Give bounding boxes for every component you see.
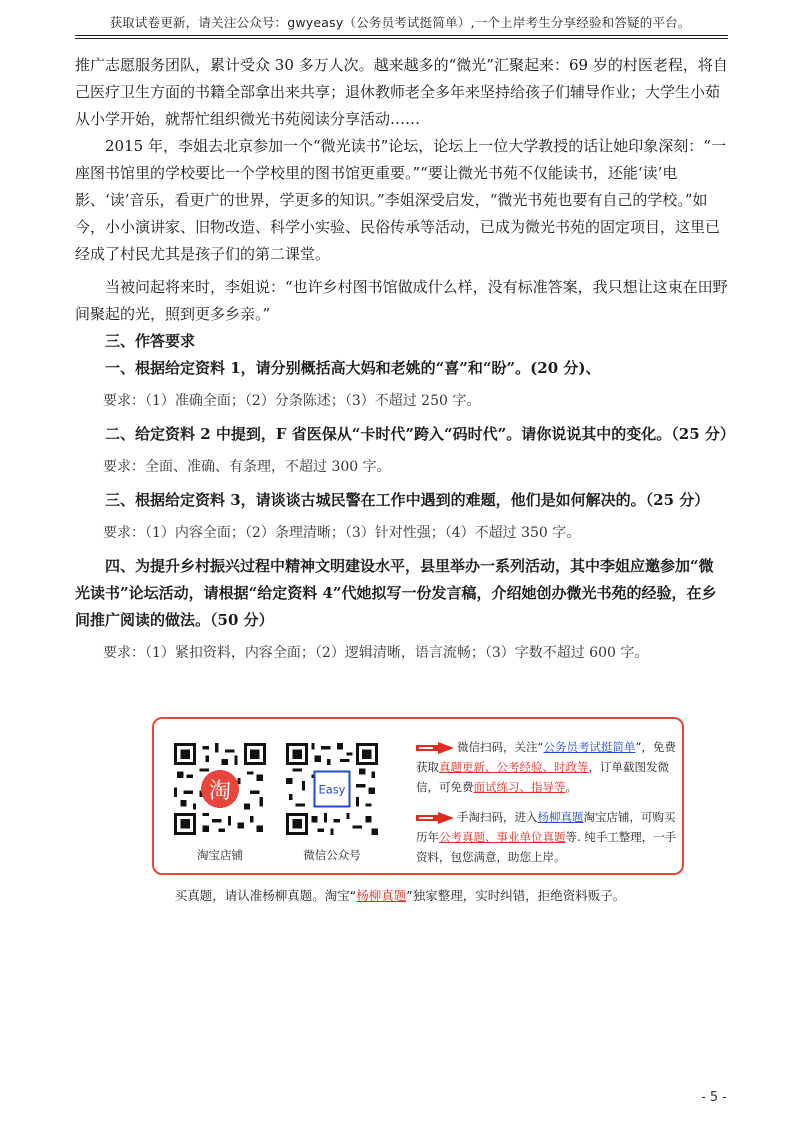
header-rule-2 [75, 38, 728, 39]
requirement-4: 要求：（1）紧扣资料，内容全面；（2）逻辑清晰，语言流畅；（3）字数不超过 600 字。 [103, 645, 649, 661]
question-1: 一、根据给定资料 1，请分别概括高大妈和老姚的“喜”和“盼”。(20 分)、 [105, 359, 601, 377]
page-header: 获取试卷更新，请关注公众号：gwyeasy（公务员考试挺简单）,一个上岸考生分享经验和答疑的平台。 [109, 15, 691, 30]
requirement-1: 要求：（1）准确全面；（2）分条陈述；（3）不超过 250 字。 [103, 393, 481, 409]
qr2-label: 微信公众号 [303, 848, 361, 862]
red-arrow-icon [416, 812, 454, 824]
wechat-benefit-2: 面试练习、指导等 [473, 780, 566, 794]
requirement-3: 要求：（1）内容全面；（2）条理清晰；（3）针对性强；（4）不超过 350 字。 [103, 525, 581, 541]
body-paragraph: 当被问起将来时，李姐说：“也许乡村图书馆做成什么样，没有标准答案，我只想让这束在田野间聚起的光，照到更多乡亲。” [75, 278, 728, 323]
qr1-label: 淘宝店铺 [197, 848, 243, 862]
footer-shop-name: 杨柳真题 [356, 888, 407, 903]
section-title: 三、作答要求 [105, 332, 196, 350]
wechat-promo-text: 微信扫码，关注“公务员考试挺简单”，免费获取真题更新、公考经验、时政等，订单截图发微信，可免费面试练习、指导等。 [416, 740, 676, 794]
page-number: - 5 - [701, 1090, 727, 1105]
question-2: 二、给定资料 2 中提到，F 省医保从“卡时代”跨入“码时代”。请你说说其中的变化。（25 分） [105, 425, 735, 443]
red-arrow-icon [416, 742, 454, 754]
taobao-qr-code-icon[interactable] [174, 743, 266, 835]
body-paragraph: 2015 年，李姐去北京参加一个“微光读书”论坛，论坛上一位大学教授的话让她印象深刻：“一座图书馆里的学校要比一个学校里的图书馆更重要。”“要让微光书苑不仅能读书，还能‘读’电影、‘读’音乐，看更广的世界，学更多的知识。”李姐深受启发，“微光书苑也要有自己的学校。”如今，小小演讲家、旧物改造、科学小实验、民俗传承等活动，已成为微光书苑的固定项目，这里已经成了村民尤其是孩子们的第二课堂。 [75, 137, 726, 263]
header-rule [75, 35, 728, 36]
wechat-qr-code-icon[interactable] [286, 743, 378, 835]
requirement-2: 要求：全面、准确、有条理，不超过 300 字。 [103, 459, 391, 475]
question-4: 四、为提升乡村振兴过程中精神文明建设水平，县里举办一系列活动，其中李姐应邀参加“微光读书”论坛活动，请根据“给定资料 4”代她拟写一份发言稿，介绍她创办微光书苑的经验，在乡间推广阅读的做法。（50 分） [75, 557, 717, 629]
body-paragraph: 推广志愿服务团队，累计受众 30 多万人次。越来越多的“微光”汇聚起来：69 岁的村医老程，将自己医疗卫生方面的书籍全部拿出来共享；退休教师老全多年来坚持给孩子们辅导作业；大学生小茹从小学开始，就帮忙组织微光书苑阅读分享活动…… [75, 56, 728, 128]
taobao-benefit: 公考真题、事业单位真题 [439, 830, 566, 844]
wechat-account-link[interactable]: 公务员考试挺简单 [543, 740, 636, 754]
svg-text:淘: 淘 [208, 777, 232, 804]
promo-footer: 买真题，请认准杨柳真题。淘宝“杨柳真题”独家整理，实时纠错，拒绝资料贩子。 [174, 888, 626, 903]
question-3: 三、根据给定资料 3，请谈谈古城民警在工作中遇到的难题，他们是如何解决的。（25 分） [105, 491, 710, 509]
document-body [75, 52, 735, 673]
svg-text:Easy: Easy [318, 782, 346, 797]
taobao-promo-text: 手淘扫码，进入杨柳真题淘宝店铺，可购买历年公考真题、事业单位真题等. 纯手工整理，一手资料，包您满意，助您上岸。 [416, 810, 677, 864]
taobao-shop-link[interactable]: 杨柳真题 [537, 810, 584, 824]
wechat-benefit-1: 真题更新、公考经验、时政等 [439, 760, 589, 774]
promo-box [152, 717, 684, 875]
